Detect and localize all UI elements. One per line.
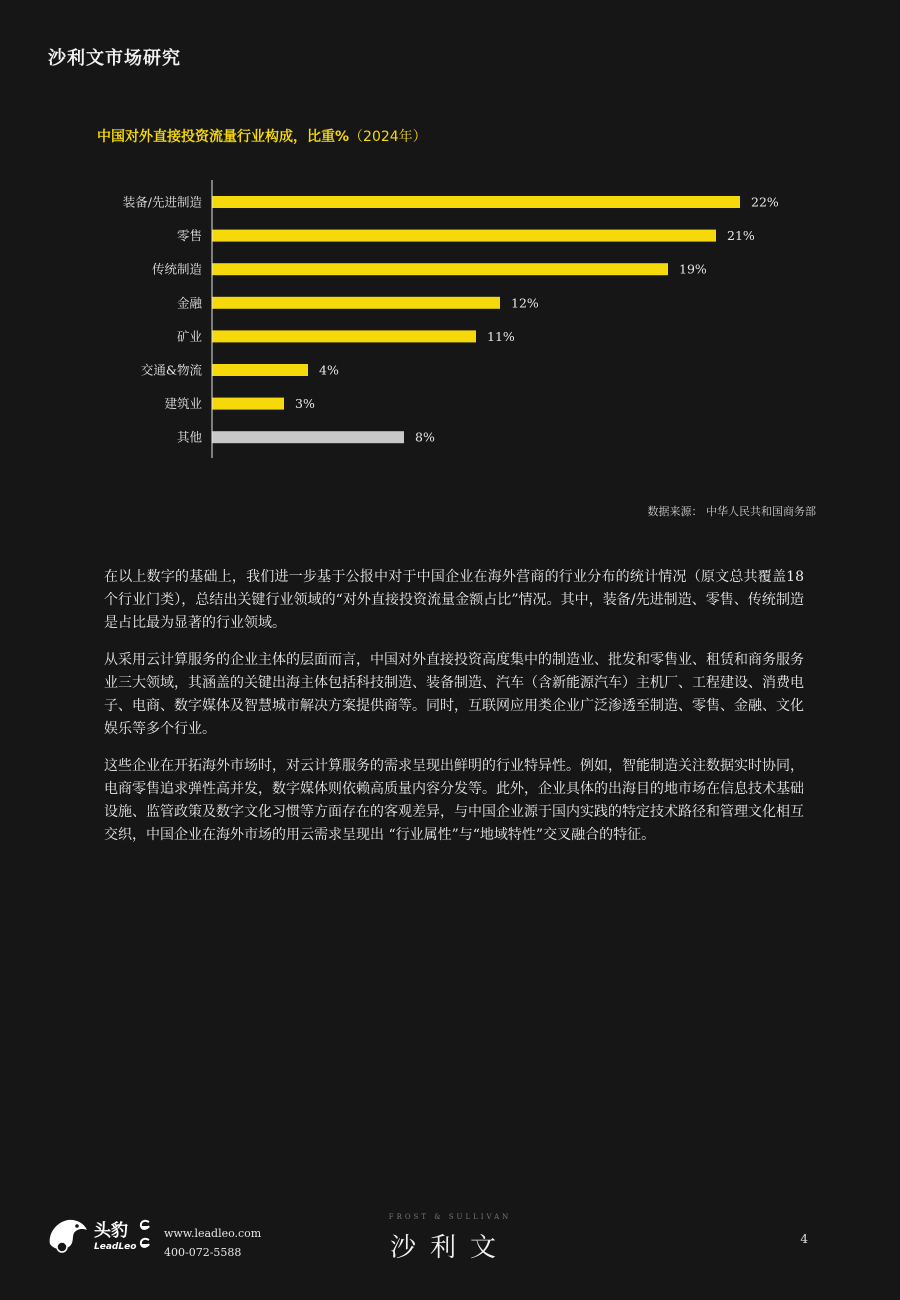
category-label-4: 金融	[176, 295, 202, 311]
bar-8	[212, 431, 404, 443]
phone-number: 400-072-5588	[164, 1246, 242, 1259]
bar-1	[212, 196, 740, 208]
center-logo-en: FROST & SULLIVAN	[388, 1213, 512, 1221]
bar-2	[212, 230, 716, 242]
logo-en: LeadLeo	[94, 1242, 137, 1252]
center-logo-cn: 沙利文	[389, 1233, 510, 1263]
bar-4	[212, 297, 500, 309]
paragraph-1: 在以上数字的基础上，我们进一步基于公报中对于中国企业在海外营商的行业分布的统计情况（原文总共覆盖18个行业门类），总结出关键行业领域的“对外直接投资流量金额占比”情况。其中，装备/先进制造、零售、传统制造是占比最为显著的行业领域。	[104, 569, 804, 631]
category-label-2: 零售	[176, 228, 202, 244]
value-label-4: 12%	[511, 295, 539, 311]
paragraph-3: 这些企业在开拓海外市场时，对云计算服务的需求呈现出鲜明的行业特异性。例如，智能制造关注数据实时协同，电商零售追求弹性高并发，数字媒体则依赖高质量内容分发等。此外，企业具体的出海目的地市场在信息技术基础设施、监管政策及数字文化习惯等方面存在的客观差异，与中国企业源于国内实践的特定技术路径和管理文化相互交织，中国企业在海外市场的用云需求呈现出 “行业属性”与“地域特性”交叉融合的特征。	[104, 758, 804, 843]
category-label-3: 传统制造	[151, 261, 202, 277]
bar-3	[212, 263, 668, 275]
paragraph-2: 从采用云计算服务的企业主体的层面而言，中国对外直接投资高度集中的制造业、批发和零售业、租赁和商务服务业三大领域，其涵盖的关键出海主体包括科技制造、装备制造、汽车（含新能源汽车）主机厂、工程建设、消费电子、电商、数字媒体及智慧城市解决方案提供商等。同时，互联网应用类企业广泛渗透至制造、零售、金融、文化娱乐等多个行业。	[104, 652, 804, 737]
chart-title	[97, 126, 427, 146]
bar-5	[212, 330, 476, 342]
page-number: 4	[800, 1232, 808, 1246]
category-label-6: 交通&物流	[140, 362, 202, 378]
bar-chart	[0, 180, 900, 470]
category-label-5: 矿业	[176, 328, 202, 344]
logo-e-icon	[138, 1216, 152, 1252]
value-label-6: 4%	[319, 362, 339, 378]
value-label-3: 19%	[679, 261, 707, 277]
brand-title: 沙利文市场研究	[48, 48, 181, 69]
value-label-1: 22%	[751, 194, 779, 210]
chart-title-text: 中国对外直接投资流量行业构成，比重%	[97, 129, 350, 145]
category-label-7: 建筑业	[164, 396, 202, 412]
value-label-8: 8%	[415, 429, 435, 445]
chart-title-year: （2024年）	[349, 129, 427, 145]
value-label-7: 3%	[295, 396, 315, 412]
bar-6	[212, 364, 308, 376]
frost-sullivan-logo	[360, 1213, 540, 1264]
bar-7	[212, 398, 284, 410]
value-label-5: 11%	[487, 328, 515, 344]
contact-info	[164, 1224, 261, 1262]
value-label-2: 21%	[727, 228, 755, 244]
category-label-1: 装备/先进制造	[122, 194, 202, 210]
leadleo-logo	[46, 1214, 152, 1254]
category-label-8: 其他	[176, 429, 202, 445]
body-text	[104, 566, 804, 861]
leopard-logo-icon	[46, 1214, 90, 1254]
data-source: 数据来源： 中华人民共和国商务部	[647, 505, 816, 518]
logo-cn: 头豹	[94, 1221, 128, 1241]
website-link[interactable]: www.leadleo.com	[164, 1227, 262, 1240]
